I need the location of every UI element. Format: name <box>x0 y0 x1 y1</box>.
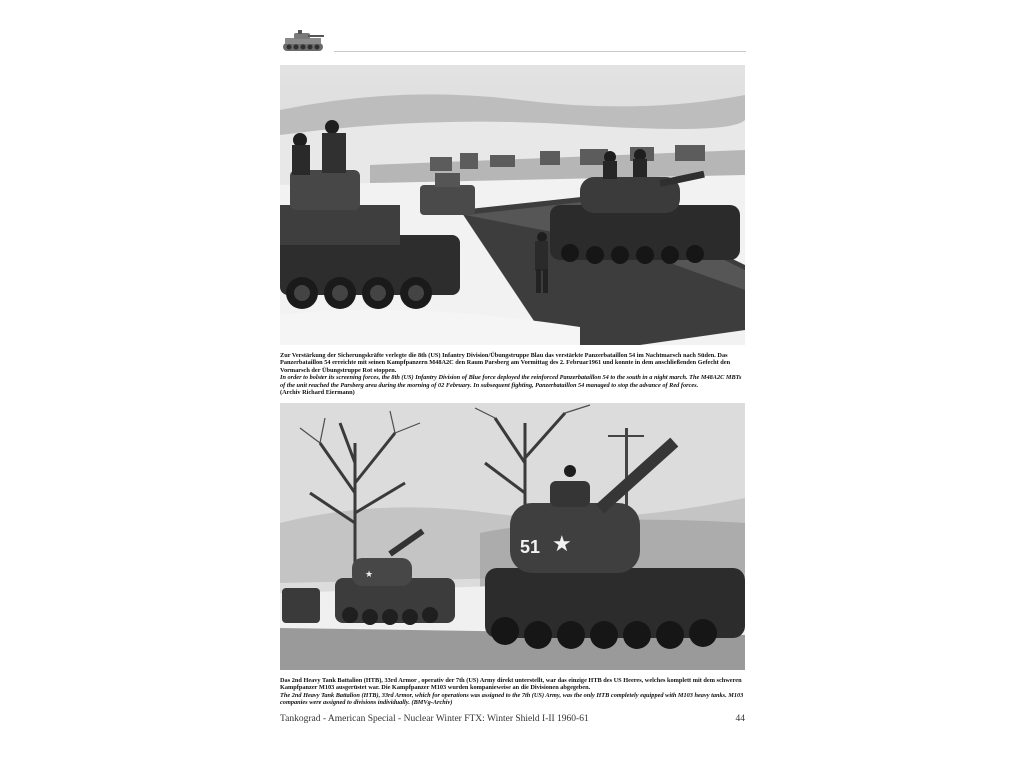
photo-m103-heavy-tanks <box>280 403 745 670</box>
caption-english-text: The 2nd Heavy Tank Battalion (HTB), 33rd Armor, which for operations was assigned to the 7th (US) Army, was the only HTB completely equipped with M103 heavy tanks. M103 companies were assigned to divisions individually. <box>280 691 744 707</box>
caption-german: Das 2nd Heavy Tank Battalion (HTB), 33rd Armor , operativ der 7th (US) Army direkt unterstellt, war das einzige HTB des US Heeres, welches komplett mit dem schweren Kampfpanzer M103 ausgerüstet war. Die Kampfpanzer M103 wurden kompanieweise an die Divisionen abgegeben. <box>280 677 742 692</box>
photo-winter-column-m48a2c <box>280 65 745 345</box>
caption-english: In order to bolster its screening forces, the 8th (US) Infantry Division of Blue force deployed the reinforced Panzerbataillon 54 to the south in a night march. The M48A2C MBTs of the unit reached the Parsberg area during the morning of 02 February. In subsequent fighting, Panzerbataillon 54 managed to stop the advance of Red forces. <box>280 374 742 389</box>
tank-icon <box>280 28 326 54</box>
photo-caption <box>280 677 745 707</box>
caption-source: (Archiv Richard Eiermann) <box>280 389 355 397</box>
caption-source: (BMVg-Archiv) <box>411 699 453 707</box>
page-number: 44 <box>735 714 745 724</box>
header-rule <box>334 51 746 52</box>
svg-text:★: ★ <box>552 531 572 556</box>
svg-text:51: 51 <box>520 537 541 557</box>
caption-english <box>280 692 743 706</box>
book-title: Tankograd - American Special - Nuclear Winter FTX: Winter Shield I-II 1960-61 <box>280 714 589 724</box>
caption-german: Zur Verstärkung der Sicherungskräfte verlegte die 8th (US) Infantry Division/Übungstruppe Blau das verstärkte Panzerbataillon 54 im Nachtmarsch nach Süden. Das Panzerbataillon 54 erreichte mit seinen Kampfpanzern M48A2C den Raum Parsberg am Vormittag des 2. Februar1961 und konnte in dem anschließenden Gefecht den Vormarsch der Übungstruppe Rot stoppen. <box>280 352 731 374</box>
svg-text:★: ★ <box>365 569 374 579</box>
photo-caption <box>280 352 745 396</box>
page-footer <box>280 714 745 728</box>
